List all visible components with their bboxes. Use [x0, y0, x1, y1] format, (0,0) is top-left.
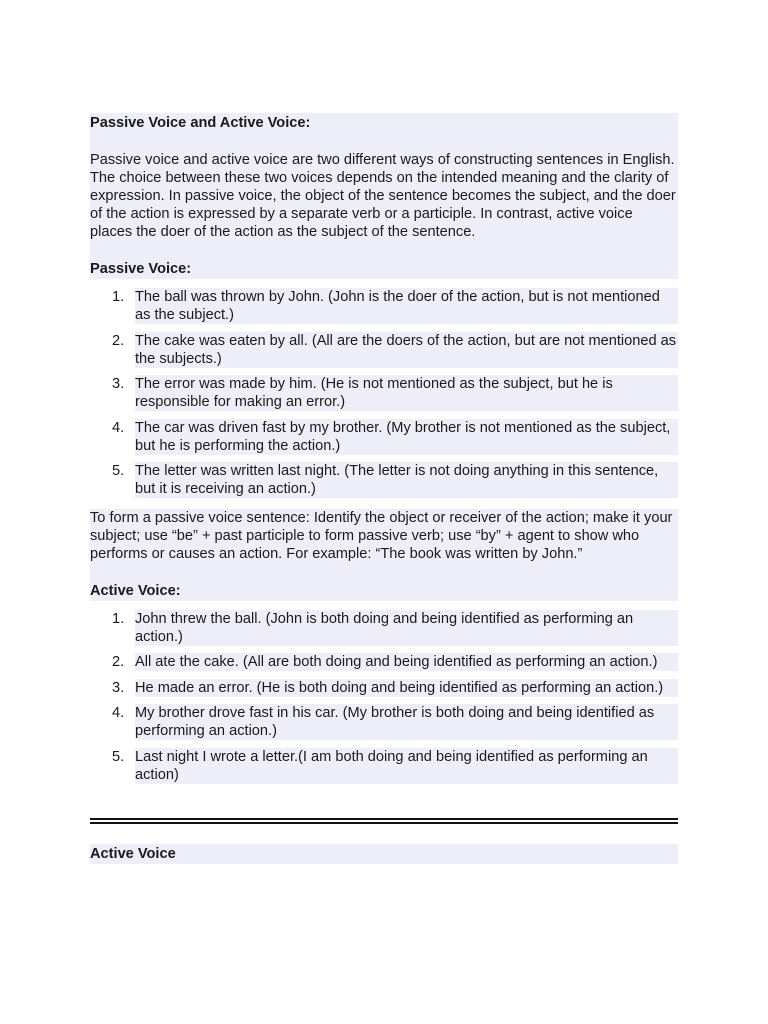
list-item: [112, 332, 678, 376]
spacer: [90, 601, 678, 610]
list-item: [112, 288, 678, 332]
list-item-text: The cake was eaten by all. (All are the doers of the action, but are not mentioned as the subjects.): [135, 332, 677, 367]
list-item: [112, 653, 678, 679]
double-rule-divider: [90, 818, 678, 824]
list-item-text: Last night I wrote a letter.(I am both doing and being identified as performing an action): [135, 748, 678, 784]
list-number: 4.: [112, 705, 125, 721]
active-list: [90, 610, 678, 792]
document-title: Passive Voice and Active Voice:: [90, 113, 678, 133]
spacer: [90, 279, 678, 288]
list-number: 1.: [112, 289, 125, 305]
list-number: 5.: [112, 748, 125, 765]
passive-heading: Passive Voice:: [90, 259, 678, 279]
list-number: 2.: [112, 654, 125, 670]
list-number: 3.: [112, 376, 125, 392]
active-heading: Active Voice:: [90, 581, 678, 601]
document-page: [90, 113, 678, 864]
list-item: [112, 610, 678, 654]
list-item-text: My brother drove fast in his car. (My brother is both doing and being identified as performing an action.): [135, 704, 678, 740]
list-item-text: All ate the cake. (All are both doing and being identified as performing an action.): [135, 653, 678, 671]
final-heading: Active Voice: [90, 844, 678, 864]
passive-howto-paragraph: To form a passive voice sentence: Identify the object or receiver of the action; make it your subject; use “be” + past participle to form passive verb; use “by” + agent to show who performs or causes an action. For example: “The book was written by John.”: [90, 509, 678, 563]
list-item: [112, 375, 678, 419]
spacer: [90, 563, 678, 581]
list-item-text: The car was driven fast by my brother. (My brother is not mentioned as the subject, but he is performing the action.): [135, 419, 678, 455]
list-item-text: The ball was thrown by John. (John is the doer of the action, but is not mentioned as the subject.): [135, 288, 678, 324]
list-item-text: He made an error. (He is both doing and being identified as performing an action.): [135, 679, 678, 697]
intro-paragraph: Passive voice and active voice are two different ways of constructing sentences in English. The choice between these two voices depends on the intended meaning and the clarity of expression. In passive voice, the object of the sentence becomes the subject, and the doer of the action is expressed by a separate verb or a participle. In contrast, active voice places the doer of the action as the subject of the sentence.: [90, 151, 678, 241]
list-item-text: The letter was written last night. (The letter is not doing anything in this sentence, but it is receiving an action.): [135, 462, 678, 498]
list-item-text: The error was made by him. (He is not mentioned as the subject, but he is responsible for making an error.): [135, 375, 678, 411]
passive-list: [90, 288, 678, 506]
list-item: [112, 419, 678, 463]
list-number: 1.: [112, 610, 125, 627]
list-item: [112, 679, 678, 705]
list-number: 3.: [112, 679, 125, 696]
list-number: 5.: [112, 463, 125, 479]
list-item: [112, 704, 678, 748]
list-item: [112, 462, 678, 506]
spacer: [90, 241, 678, 259]
list-number: 4.: [112, 419, 125, 436]
list-item-text: John threw the ball. (John is both doing and being identified as performing an action.): [135, 610, 678, 646]
spacer: [90, 133, 678, 151]
list-item: [112, 748, 678, 792]
list-number: 2.: [112, 332, 125, 349]
